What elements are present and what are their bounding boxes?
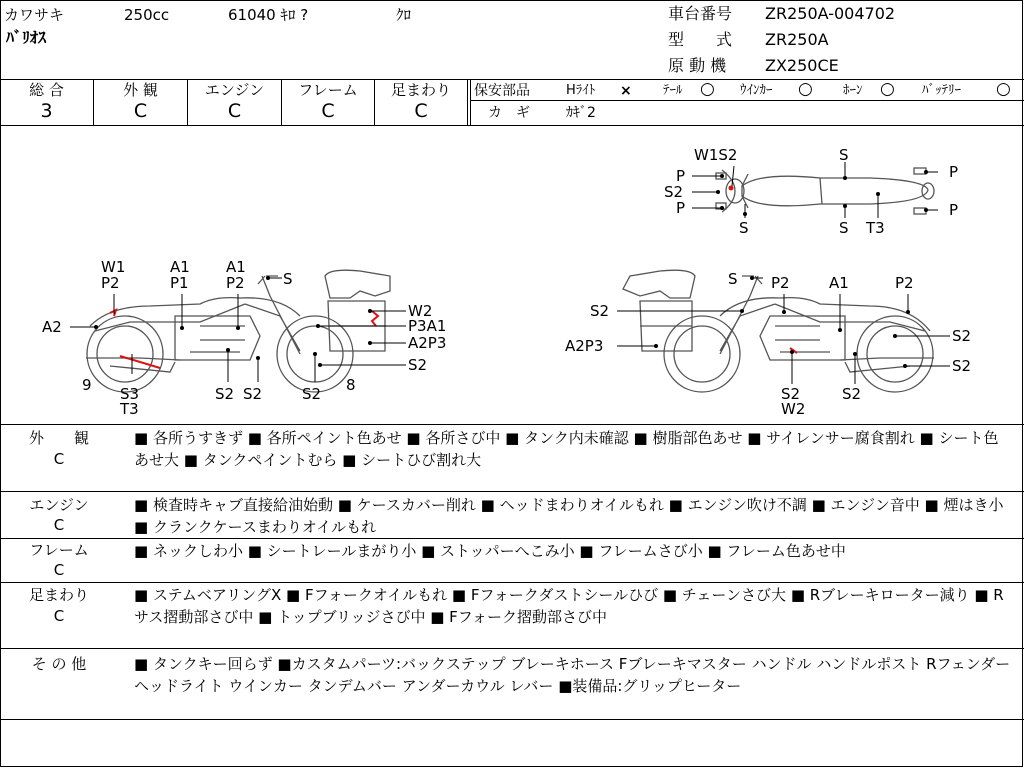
label-left-s2b: S2 — [243, 385, 263, 403]
label-left-t3: T3 — [120, 400, 139, 418]
section-grade-exterior: C — [53, 450, 65, 468]
label-right-s2m: S2 — [781, 385, 801, 403]
label-right-s2r1: S2 — [952, 327, 972, 345]
section-text-exterior: ■ 各所うすきず ■ 各所ペイント色あせ ■ 各所さび中 ■ タンク内未確認 ■ 樹脂部色あせ ■ サイレンサー腐食割れ ■ シート色あせ大 ■ タンクペイントむら ■ シートひび割れ大 — [134, 429, 999, 469]
divider — [0, 79, 1024, 80]
key-value: ｶｷﾞ2 — [566, 105, 596, 121]
safety-battery-mark: ○ — [996, 79, 1011, 99]
label-top-s2: S2 — [664, 183, 684, 201]
section-text-frame: ■ ネックしわ小 ■ シートレールまがり小 ■ ストッパーへこみ小 ■ フレームさび小 ■ フレーム色あせ中 — [134, 542, 846, 560]
label-top-s-bm: S — [839, 219, 849, 237]
body-color: ｸﾛ — [396, 6, 412, 24]
label-left-a2p3: A2P3 — [408, 334, 447, 352]
label-left-s3: S3 — [120, 385, 140, 403]
frame-no-label: 車台番号 — [668, 4, 733, 23]
divider — [0, 719, 1024, 720]
safety-tail-label: ﾃｰﾙ — [663, 83, 683, 98]
type-value: ZR250A — [765, 30, 829, 49]
label-left-8: 8 — [346, 376, 356, 394]
section-text-suspension: ■ ステムベアリングX ■ Fフォークオイルもれ ■ Fフォークダストシールひび ■ チェーンさび大 ■ Rブレーキローター減り ■ Rサス摺動部さび中 ■ トップブリッジさび中 ■ Fフォーク摺動部さび中 — [134, 586, 1004, 626]
label-top-s: S — [839, 146, 849, 164]
damage-mark — [110, 310, 116, 316]
damage-diagram — [0, 126, 1024, 424]
label-left-9: 9 — [82, 376, 92, 394]
divider — [467, 79, 468, 125]
safety-tail-mark: ○ — [700, 79, 715, 99]
bike-top-view — [716, 168, 934, 214]
grade-value-frame: C — [321, 100, 335, 122]
divider — [0, 538, 1024, 539]
safety-headlight-label: Hﾗｲﾄ — [566, 83, 596, 98]
grade-value-exterior: C — [133, 100, 148, 122]
grade-value-suspension: C — [414, 100, 428, 122]
damage-mark — [372, 311, 378, 326]
label-top-t3: T3 — [866, 219, 885, 237]
label-right-s2r2: S2 — [952, 357, 972, 375]
section-label-other: そ の 他 — [31, 655, 87, 673]
divider — [0, 648, 1024, 649]
safety-headlight-mark: × — [620, 83, 632, 99]
divider — [0, 424, 1024, 425]
mileage: 61040 ｷﾛ ? — [228, 6, 309, 24]
divider — [0, 582, 1024, 583]
engine-model-label: 原 動 機 — [668, 56, 727, 75]
section-label-frame: フレーム — [29, 541, 89, 559]
label-top-p-r2: P — [949, 201, 959, 219]
label-right-a1: A1 — [829, 274, 849, 292]
divider — [470, 79, 471, 125]
section-grade-frame: C — [53, 561, 65, 579]
label-top-w1s2: W1S2 — [694, 146, 738, 164]
label-right-a2p3: A2P3 — [565, 337, 604, 355]
section-text-engine: ■ 検査時キャブ直接給油始動 ■ ケースカバー削れ ■ ヘッドまわりオイルもれ ■ エンジン吹け不調 ■ エンジン音中 ■ 煙はき小 ■ クランクケースまわりオイルもれ — [134, 496, 1004, 536]
grade-value-engine: C — [227, 100, 242, 122]
label-right-p2b: P2 — [895, 274, 914, 292]
grade-label-engine: エンジン — [204, 81, 265, 99]
label-left-p2b: P2 — [226, 274, 245, 292]
grade-label-exterior: 外 観 — [123, 81, 158, 99]
section-text-other: ■ タンクキー回らず ■カスタムパーツ:バックステップ ブレーキホース Fブレーキマスター ハンドル ハンドルポスト Rフェンダー ヘッドライト ウインカー タンデムバー アンダーカウル レバー ■装備品:グリップヒーター — [134, 655, 1011, 695]
label-left-p3a1: P3A1 — [408, 317, 447, 335]
safety-horn-label: ﾎｰﾝ — [843, 83, 863, 98]
divider — [470, 100, 1024, 101]
label-right-p2: P2 — [771, 274, 790, 292]
damage-mark — [729, 186, 734, 191]
label-left-p2a: P2 — [101, 274, 120, 292]
safety-title: 保安部品 — [474, 83, 530, 99]
model-name: ﾊﾞﾘｵｽ — [6, 28, 47, 47]
divider — [0, 491, 1024, 492]
grade-label-suspension: 足まわり — [390, 81, 451, 99]
label-left-p1: P1 — [170, 274, 189, 292]
label-right-s: S — [728, 270, 738, 288]
engine-model-value: ZX250CE — [765, 56, 839, 75]
displacement: 250cc — [124, 6, 170, 24]
section-grade-suspension: C — [53, 607, 65, 625]
section-grade-engine: C — [53, 516, 65, 534]
type-label: 型 式 — [668, 30, 733, 49]
label-top-s-bl: S — [739, 219, 749, 237]
label-left-a2: A2 — [42, 318, 62, 336]
maker: カワサキ — [4, 6, 65, 24]
frame-no-value: ZR250A-004702 — [765, 4, 896, 23]
section-label-suspension: 足まわり — [28, 586, 89, 604]
label-right-w2: W2 — [781, 400, 806, 418]
label-top-p-r1: P — [949, 163, 959, 181]
label-right-s2n: S2 — [842, 385, 862, 403]
label-top-p1: P — [676, 167, 686, 185]
label-left-s: S — [283, 270, 293, 288]
label-left-w1: W1 — [101, 258, 126, 276]
label-left-s2c: S2 — [302, 385, 322, 403]
label-left-s2r: S2 — [408, 356, 428, 374]
safety-winker-label: ｳｲﾝｶｰ — [740, 83, 773, 98]
label-left-s2a: S2 — [215, 385, 235, 403]
safety-battery-label: ﾊﾞｯﾃﾘｰ — [922, 83, 961, 98]
label-left-a1b: A1 — [226, 258, 246, 276]
key-label: カ ギ — [488, 105, 530, 121]
safety-horn-mark: ○ — [880, 79, 895, 99]
label-left-a1: A1 — [170, 258, 190, 276]
label-right-s2l: S2 — [590, 302, 610, 320]
safety-winker-mark: ○ — [798, 79, 813, 99]
grade-label-overall: 総 合 — [29, 81, 64, 99]
grade-value-overall: 3 — [40, 100, 53, 122]
section-label-exterior: 外 観 — [28, 429, 89, 447]
label-top-p2: P — [676, 199, 686, 217]
grade-label-frame: フレーム — [298, 81, 358, 99]
section-label-engine: エンジン — [29, 496, 89, 514]
label-left-w2: W2 — [408, 302, 433, 320]
